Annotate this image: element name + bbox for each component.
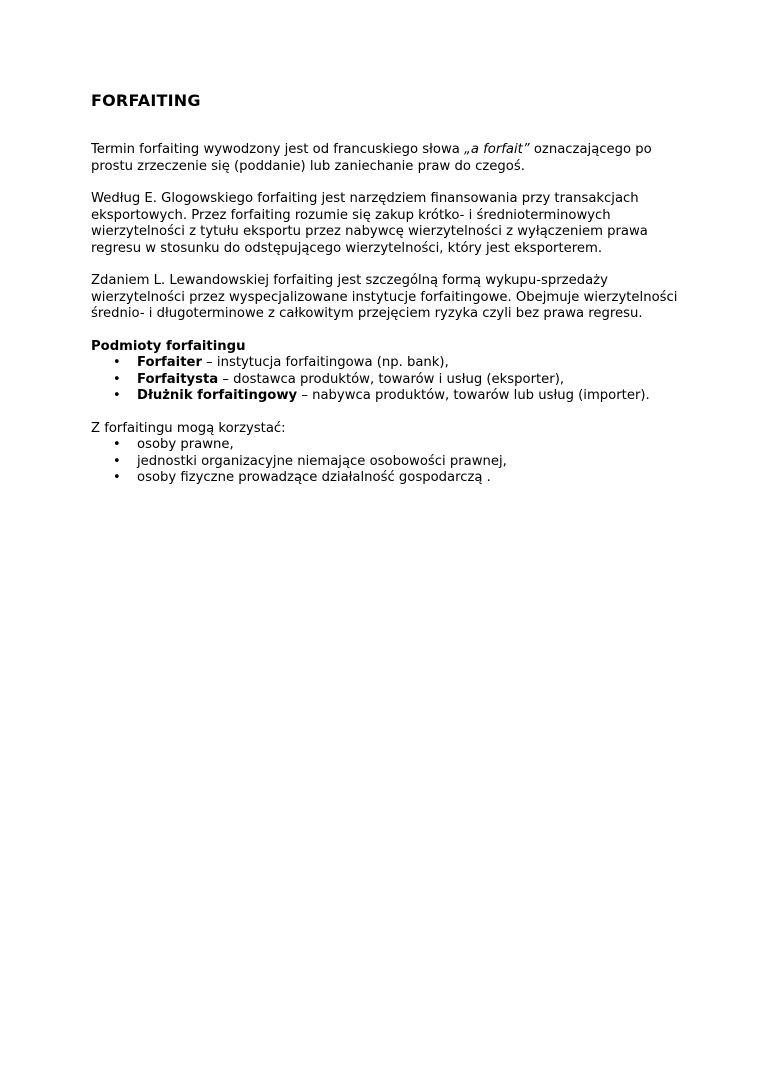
paragraph-definition-start: Termin forfaiting wywodzony jest od francuskiego słowa (91, 142, 465, 157)
document-page (91, 90, 681, 487)
paragraph-definition-end: oznaczającego po prostu zrzeczenie się (poddanie) lub zaniechanie praw do czegoś. (91, 142, 652, 174)
subjects-heading: Podmioty forfaitingu (91, 338, 246, 354)
subject-term: Dłużnik forfaitingowy (137, 388, 298, 403)
list-item (91, 355, 681, 372)
subject-desc: – nabywca produktów, towarów lub usług (importer). (297, 388, 650, 403)
users-list (91, 437, 681, 487)
subject-term: Forfaitysta (137, 371, 219, 387)
bullet-icon: • (113, 437, 121, 452)
bullet-icon: • (113, 453, 121, 469)
bullet-icon: • (113, 371, 121, 387)
subject-desc: – dostawca produktów, towarów i usług (eksporter), (218, 371, 565, 387)
list-item (91, 437, 681, 454)
document-title: FORFAITING (91, 91, 201, 110)
bullet-icon: • (113, 355, 121, 370)
subjects-list (91, 355, 681, 405)
user-item-text: osoby fizyczne prowadzące działalność gospodarczą . (137, 470, 491, 485)
paragraph-definition (91, 142, 681, 175)
paragraph-glogowski: Według E. Glogowskiego forfaiting jest narzędziem finansowania przy transakcjach eksportowych. Przez forfaiting rozumie się zakup krótko- i średnioterminowych wierzytelności z tytułu eksportu przez nabywcę wierzytelności z wyłączeniem prawa regresu w stosunku do odstępującego wierzytelności, który jest eksporterem. (91, 191, 648, 256)
list-item (91, 388, 681, 405)
user-item-text: osoby prawne, (137, 437, 234, 452)
paragraph-lewandowska: Zdaniem L. Lewandowskiej forfaiting jest szczególną formą wykupu-sprzedaży wierzytelności przez wyspecjalizowane instytucje forfaitingowe. Obejmuje wierzytelności średnio- i długoterminowe z całkowitym przejęciem ryzyka czyli bez prawa regresu. (91, 273, 678, 321)
list-item (91, 470, 681, 487)
user-item-text: jednostki organizacyjne niemające osobowości prawnej, (137, 453, 507, 469)
bullet-icon: • (113, 388, 121, 403)
list-item (91, 372, 681, 389)
list-item (91, 454, 681, 471)
bullet-icon: • (113, 470, 121, 485)
subject-desc: – instytucja forfaitingowa (np. bank), (201, 355, 449, 370)
subject-term: Forfaiter (137, 355, 202, 370)
paragraph-definition-italic: „a forfait” (464, 142, 530, 157)
users-intro: Z forfaitingu mogą korzystać: (91, 420, 286, 436)
